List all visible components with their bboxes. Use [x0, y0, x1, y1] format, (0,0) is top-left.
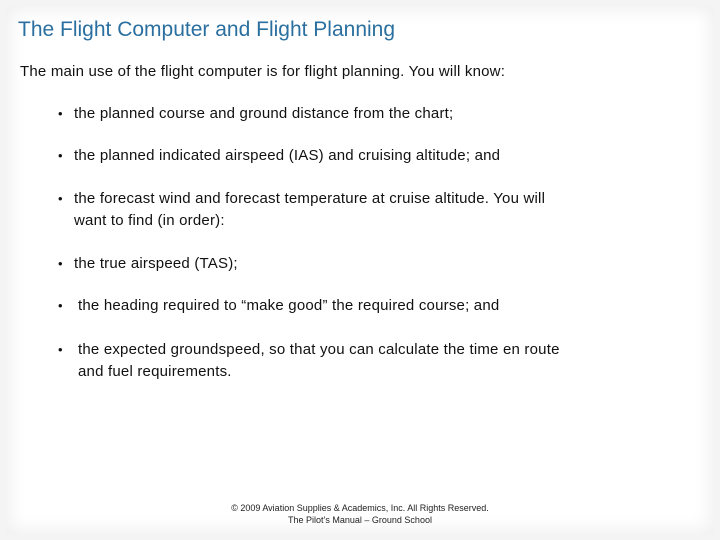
- list-item: [58, 188, 578, 232]
- bullet-text: the planned course and ground distance from the chart;: [74, 105, 454, 122]
- bullet-icon: •: [58, 256, 63, 271]
- bullet-icon: •: [58, 148, 63, 163]
- intro-text: The main use of the flight computer is for flight planning. You will know:: [20, 63, 506, 80]
- bullet-icon: •: [58, 342, 63, 357]
- bullet-icon: •: [58, 298, 63, 313]
- slide-title: The Flight Computer and Flight Planning: [18, 18, 396, 41]
- bullet-text: the forecast wind and forecast temperature at cruise altitude. You will want to find (in order):: [74, 190, 546, 229]
- bullet-icon: •: [58, 106, 63, 121]
- bullet-text: the planned indicated airspeed (IAS) and cruising altitude; and: [74, 147, 501, 164]
- list-item: [58, 339, 578, 383]
- slide-footer: [160, 502, 560, 526]
- copyright-notice: © 2009 Aviation Supplies & Academics, Inc. All Rights Reserved.: [231, 503, 489, 513]
- book-title: The Pilot’s Manual – Ground School: [288, 515, 432, 525]
- bullet-text: the expected groundspeed, so that you can calculate the time en route and fuel requirements.: [78, 341, 560, 380]
- list-item: [58, 253, 578, 275]
- bullet-text: the heading required to “make good” the required course; and: [78, 297, 500, 314]
- bullet-icon: •: [58, 191, 63, 206]
- list-item: [58, 145, 578, 167]
- bullet-text: the true airspeed (TAS);: [74, 255, 238, 272]
- list-item: [58, 103, 578, 125]
- list-item: [58, 295, 578, 317]
